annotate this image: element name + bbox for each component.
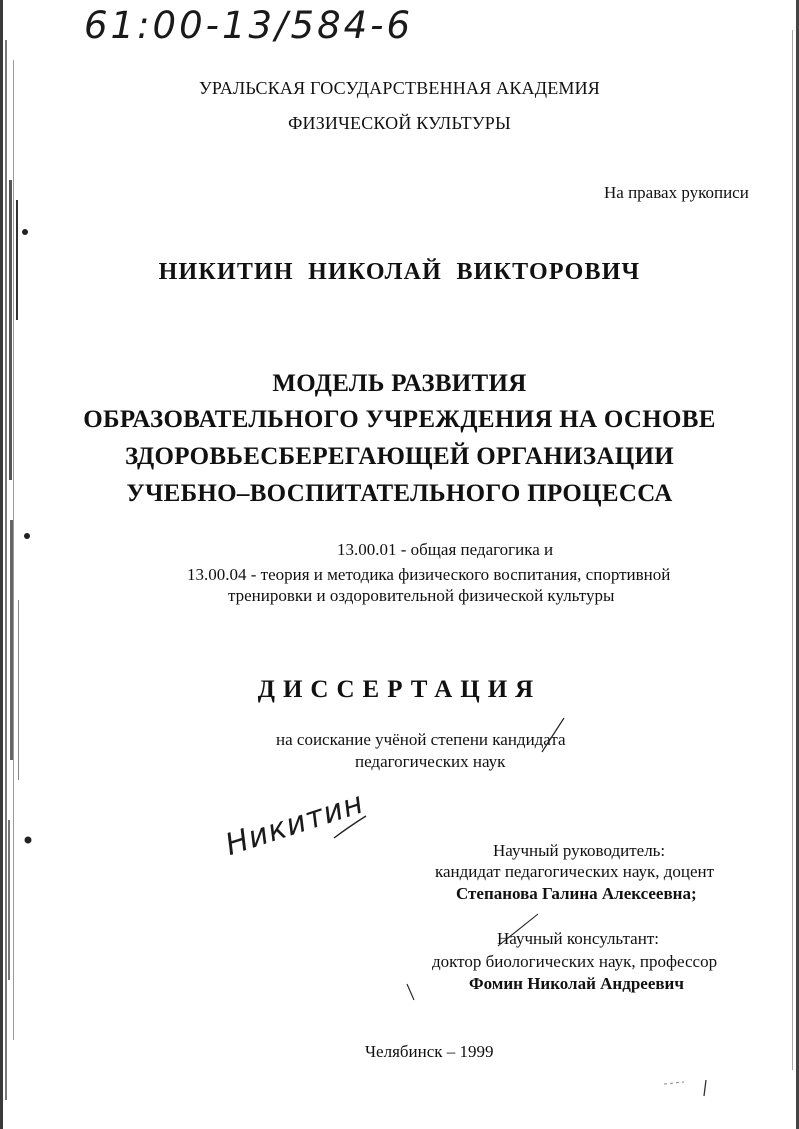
institution-line-1: УРАЛЬСКАЯ ГОСУДАРСТВЕННАЯ АКАДЕМИЯ: [198, 78, 601, 98]
title-line-3: ЗДОРОВЬЕСБЕРЕГАЮЩЕЙ ОРГАНИЗАЦИИ: [125, 443, 674, 470]
signature-flourish: [330, 812, 370, 842]
title-line-4: УЧЕБНО–ВОСПИТАТЕЛЬНОГО ПРОЦЕССА: [126, 480, 673, 507]
archive-number: 61:00-13/584-6: [84, 4, 414, 47]
document-type: ДИССЕРТАЦИЯ: [257, 676, 542, 703]
degree-line-2: педагогических наук: [355, 752, 506, 771]
supervisor-role: Научный руководитель:: [493, 841, 666, 860]
consultant-name: Фомин Николай Андреевич: [469, 974, 684, 993]
specialty-line-3: тренировки и оздоровительной физической культуры: [228, 586, 615, 605]
stray-mark-bottom: [662, 1070, 722, 1100]
scan-edge-right: [789, 0, 799, 1129]
institution-line-2: ФИЗИЧЕСКОЙ КУЛЬТУРЫ: [288, 113, 511, 133]
scan-edge-left: [0, 0, 34, 1129]
title-line-1: МОДЕЛЬ РАЗВИТИЯ: [272, 370, 527, 397]
supervisor-credentials: кандидат педагогических наук, доцент: [435, 862, 715, 881]
manuscript-note: На правах рукописи: [604, 183, 749, 202]
pen-mark-degree: [538, 716, 568, 756]
author-name: НИКИТИН НИКОЛАЙ ВИКТОРОВИЧ: [158, 259, 641, 285]
specialty-line-2: 13.00.04 - теория и методика физического воспитания, спортивной: [187, 565, 671, 584]
specialty-line-1: 13.00.01 - общая педагогика и: [337, 540, 554, 559]
consultant-credentials: доктор биологических наук, профессор: [432, 952, 718, 971]
title-line-2: ОБРАЗОВАТЕЛЬНОГО УЧРЕЖДЕНИЯ НА ОСНОВЕ: [83, 406, 716, 433]
place-year: Челябинск – 1999: [365, 1042, 494, 1061]
stray-mark-left: [404, 982, 418, 1002]
handwritten-signature: Никитин: [221, 785, 369, 863]
consultant-role: Научный консультант:: [497, 929, 659, 948]
degree-line-1: на соискание учёной степени кандидата: [276, 730, 566, 749]
supervisor-name: Степанова Галина Алексеевна;: [456, 884, 697, 903]
